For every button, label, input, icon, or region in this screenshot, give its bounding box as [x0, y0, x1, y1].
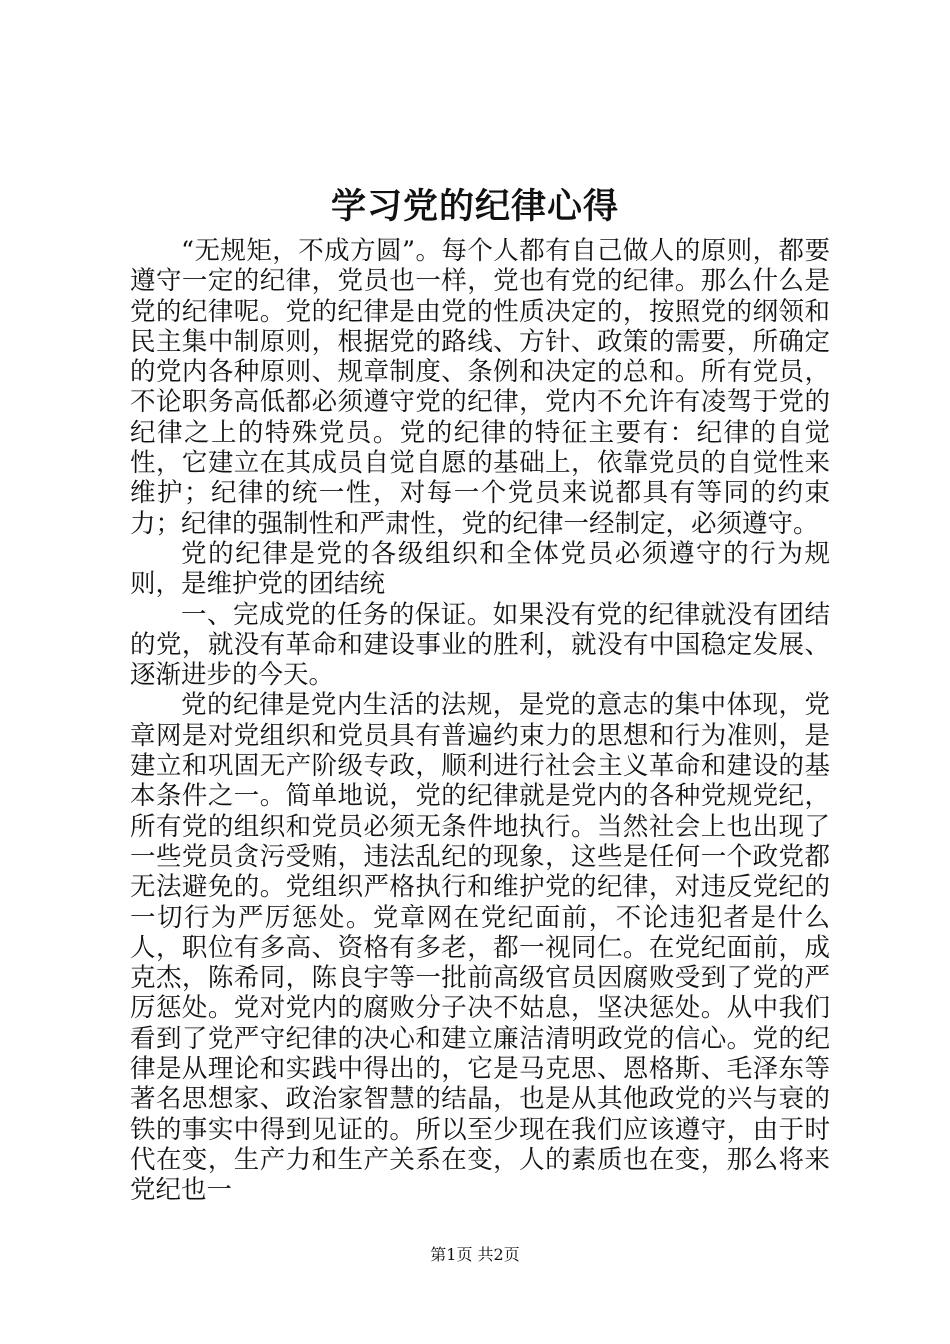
page-number-footer: 第1页 共2页 [430, 1245, 520, 1264]
paragraph-3: 一、完成党的任务的保证。如果没有党的纪律就没有团结的党，就没有革命和建设事业的胜利，就没有中国稳定发展、逐渐进步的今天。 [130, 599, 830, 691]
document-title: 学习党的纪律心得 [330, 186, 619, 227]
document-body [130, 236, 830, 1206]
paragraph-2: 党的纪律是党的各级组织和全体党员必须遵守的行为规则，是维护党的团结统 [130, 538, 830, 600]
paragraph-4: 党的纪律是党内生活的法规，是党的意志的集中体现，党章网是对党组织和党员具有普遍约束力的思想和行为准则，是建立和巩固无产阶级专政，顺利进行社会主义革命和建设的基本条件之一。简单地说，党的纪律就是党内的各种党规党纪，所有党的组织和党员必须无条件地执行。当然社会上也出现了一些党员贪污受贿，违法乱纪的现象，这些是任何一个政党都无法避免的。党组织严格执行和维护党的纪律，对违反党纪的一切行为严厉惩处。党章网在党纪面前，不论违犯者是什么人，职位有多高、资格有多老，都一视同仁。在党纪面前，成克杰，陈希同，陈良宇等一批前高级官员因腐败受到了党的严厉惩处。党对党内的腐败分子决不姑息，坚决惩处。从中我们看到了党严守纪律的决心和建立廉洁清明政党的信心。党的纪律是从理论和实践中得出的，它是马克思、恩格斯、毛泽东等著名思想家、政治家智慧的结晶，也是从其他政党的兴与衰的铁的事实中得到见证的。所以至少现在我们应该遵守，由于时代在变，生产力和生产关系在变，人的素质也在变，那么将来党纪也一 [130, 690, 830, 1206]
paragraph-1: “无规矩，不成方圆”。每个人都有自己做人的原则，都要遵守一定的纪律，党员也一样，党也有党的纪律。那么什么是党的纪律呢。党的纪律是由党的性质决定的，按照党的纲领和民主集中制原则，根据党的路线、方针、政策的需要，所确定的党内各种原则、规章制度、条例和决定的总和。所有党员，不论职务高低都必须遵守党的纪律，党内不允许有凌驾于党的纪律之上的特殊党员。党的纪律的特征主要有：纪律的自觉性，它建立在其成员自觉自愿的基础上，依靠党员的自觉性来维护；纪律的统一性，对每一个党员来说都具有等同的约束力；纪律的强制性和严肃性，党的纪律一经制定，必须遵守。 [130, 236, 830, 539]
